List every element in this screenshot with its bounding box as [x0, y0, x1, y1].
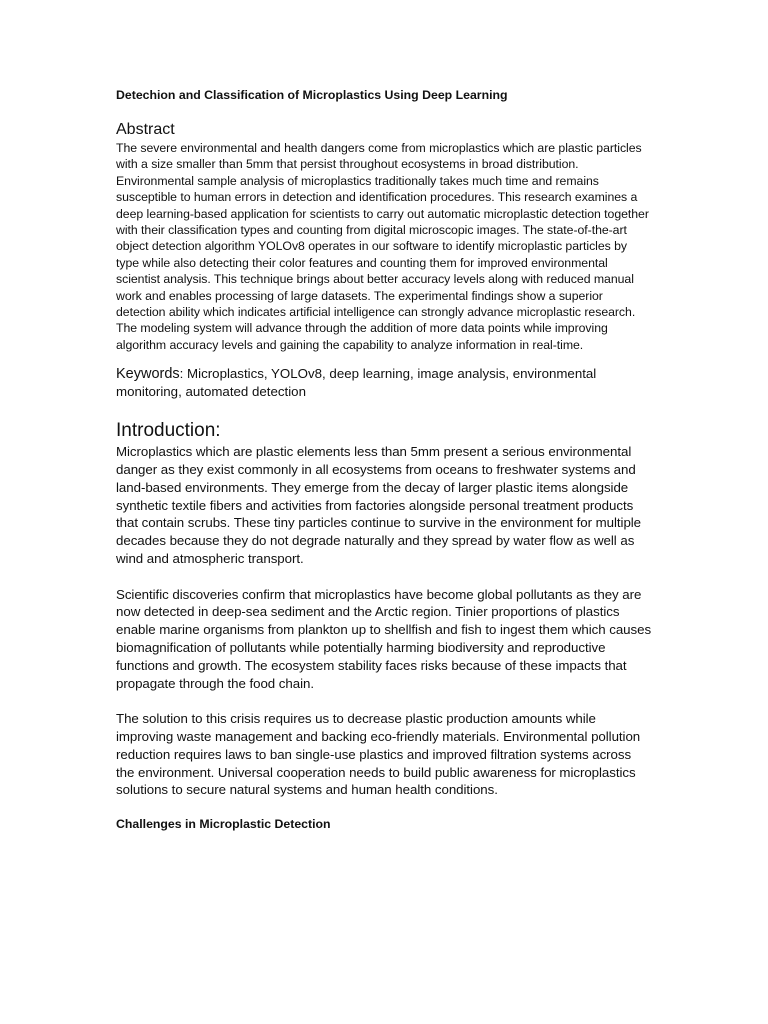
challenges-section-heading: Challenges in Microplastic Detection	[116, 817, 331, 832]
document-page	[116, 86, 652, 833]
introduction-paragraph-3: The solution to this crisis requires us to decrease plastic production amounts while improving waste management and backing eco-friendly materials. Environmental pollution reduction requires laws to ban single-use plastics and improved filtration systems across the environment. Universal cooperation needs to build public awareness for microplastics solutions to secure natural systems and human health conditions.	[116, 711, 641, 798]
document-title: Detechion and Classification of Microplastics Using Deep Learning	[116, 88, 508, 102]
introduction-heading: Introduction:	[116, 420, 221, 442]
abstract-heading: Abstract	[116, 121, 175, 138]
introduction-paragraph-2: Scientific discoveries confirm that microplastics have become global pollutants as they are now detected in deep-sea sediment and the Arctic region. Tinier proportions of plastics enable marine organisms from plankton up to shellfish and fish to ingest them which causes biomagnification of pollutants while potentially harming biodiversity and reproductive functions and growth. The ecosystem stability faces risks because of these impacts that propagate through the food chain.	[116, 586, 652, 691]
keywords-label: Keywords	[116, 366, 180, 383]
introduction-paragraph-1: Microplastics which are plastic elements less than 5mm present a serious environmental danger as they exist commonly in all ecosystems from oceans to freshwater systems and land-based environments. They emerge from the decay of larger plastic items alongside synthetic textile fibers and activities from factories alongside personal treatment products that contain scrubs. These tiny particles continue to survive in the environment for multiple decades because they do not degrade naturally and they spread by water flow as well as wind and atmospheric transport.	[116, 444, 642, 567]
abstract-text: The severe environmental and health dangers come from microplastics which are plastic particles with a size smaller than 5mm that persist throughout ecosystems in broad distribution. Environmental sample analysis of microplastics traditionally takes much time and remains susceptible to human errors in detection and identification procedures. This research examines a deep learning-based application for scientists to carry out automatic microplastic detection together with their classification types and counting from digital microscopic images. The state-of-the-art object detection algorithm YOLOv8 operates in our software to identify microplastic particles by type while also detecting their color features and counting them for improved environmental scientist analysis. This technique brings about better accuracy levels along with reduced manual work and enables processing of large datasets. The experimental findings show a superior detection ability which indicates artificial intelligence can strongly advance microplastic research. The modeling system will advance through the addition of more data points while improving algorithm accuracy levels and gaining the capability to analyze information in real-time.	[116, 141, 649, 352]
keywords-text: : Microplastics, YOLOv8, deep learning, image analysis, environmental monitoring, automated detection	[116, 366, 597, 400]
keywords-line	[116, 365, 652, 401]
